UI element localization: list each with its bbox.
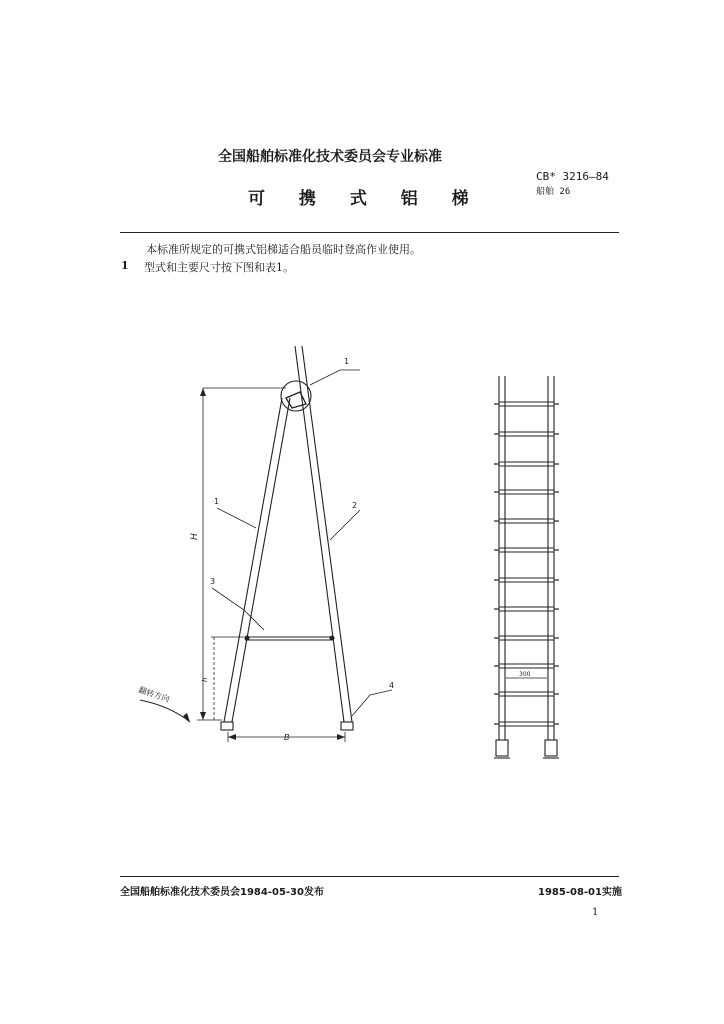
a-frame-left-leg: [224, 398, 290, 722]
callout-2-leg: 2: [352, 501, 358, 510]
committee-heading: 全国船舶标准化技术委员会专业标准: [218, 149, 442, 165]
dimension-small-h-label: h: [201, 677, 209, 682]
a-frame-right-leg: [295, 346, 352, 722]
callout-1-hinge: 1: [344, 357, 350, 366]
callout-1-leg: 1: [214, 497, 220, 506]
callout-3-spreader: 3: [210, 577, 216, 586]
standard-code: CB* 3216—84: [536, 170, 609, 183]
intro-paragraph: 本标准所规定的可携式铝梯适合船员临时登高作业使用。: [146, 243, 421, 256]
page-number: 1: [592, 907, 599, 918]
ladder-width-label: 300: [519, 671, 531, 678]
footer-divider: [120, 876, 619, 877]
flip-direction-label: 翻转方向: [137, 685, 171, 704]
dimension-b-label: B: [284, 733, 290, 742]
left-foot: [221, 722, 233, 730]
document-title: 可 携 式 铝 梯: [248, 189, 483, 209]
implemented-date: 1985-08-01实施: [538, 887, 622, 898]
category-code: 船舶 26: [536, 187, 571, 197]
dimension-h-label: H: [190, 533, 200, 540]
clause-number: 1: [121, 259, 129, 272]
callout-4-foot: 4: [389, 681, 395, 690]
right-foot: [341, 722, 353, 730]
straight-ladder: [494, 376, 559, 758]
clause-text: 型式和主要尺寸按下图和表1。: [144, 261, 294, 274]
issued-date: 全国船舶标准化技术委员会1984-05-30发布: [120, 887, 324, 898]
